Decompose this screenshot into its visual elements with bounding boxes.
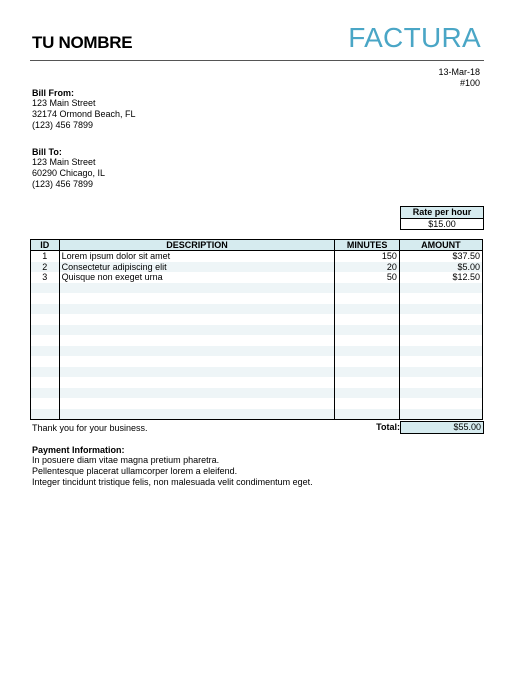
cell-minutes[interactable] bbox=[335, 388, 400, 399]
cell-description[interactable] bbox=[59, 314, 335, 325]
payment-label: Payment Information: bbox=[32, 445, 125, 455]
cell-amount[interactable] bbox=[399, 356, 482, 367]
cell-amount[interactable]: $5.00 bbox=[399, 262, 482, 273]
payment-line: In posuere diam vitae magna pretium pharetra. bbox=[32, 455, 220, 465]
cell-description[interactable] bbox=[59, 335, 335, 346]
cell-amount[interactable] bbox=[399, 283, 482, 294]
empty-table-row bbox=[31, 398, 483, 409]
cell-description[interactable] bbox=[59, 304, 335, 315]
bill-to-block bbox=[32, 147, 105, 190]
cell-minutes[interactable] bbox=[335, 346, 400, 357]
empty-table-row bbox=[31, 335, 483, 346]
cell-amount[interactable] bbox=[399, 304, 482, 315]
cell-amount[interactable] bbox=[399, 409, 482, 420]
cell-description[interactable] bbox=[59, 346, 335, 357]
cell-description[interactable] bbox=[59, 367, 335, 378]
cell-id[interactable] bbox=[31, 304, 60, 315]
cell-amount[interactable] bbox=[399, 398, 482, 409]
bill-to-phone: (123) 456 7899 bbox=[32, 179, 94, 189]
bill-from-block bbox=[32, 88, 136, 131]
empty-table-row bbox=[31, 304, 483, 315]
cell-amount[interactable] bbox=[399, 325, 482, 336]
cell-id[interactable] bbox=[31, 388, 60, 399]
cell-id[interactable] bbox=[31, 314, 60, 325]
cell-minutes[interactable] bbox=[335, 398, 400, 409]
cell-amount[interactable] bbox=[399, 314, 482, 325]
thank-you-note: Thank you for your business. bbox=[32, 423, 148, 433]
table-row bbox=[31, 272, 483, 283]
cell-minutes[interactable] bbox=[335, 356, 400, 367]
cell-description[interactable] bbox=[59, 293, 335, 304]
document-title: FACTURA bbox=[348, 22, 481, 53]
cell-amount[interactable]: $12.50 bbox=[399, 272, 482, 283]
cell-description[interactable] bbox=[59, 283, 335, 294]
cell-id[interactable] bbox=[31, 356, 60, 367]
cell-id[interactable] bbox=[31, 398, 60, 409]
table-row bbox=[31, 262, 483, 273]
cell-minutes[interactable] bbox=[335, 293, 400, 304]
bill-from-city: 32174 Ormond Beach, FL bbox=[32, 109, 136, 119]
total-label: Total: bbox=[376, 422, 400, 432]
cell-amount[interactable] bbox=[399, 388, 482, 399]
cell-description[interactable] bbox=[59, 388, 335, 399]
cell-amount[interactable] bbox=[399, 367, 482, 378]
invoice-number: #100 bbox=[459, 78, 480, 88]
bill-to-city: 60290 Chicago, IL bbox=[32, 168, 106, 178]
cell-id[interactable] bbox=[31, 283, 60, 294]
empty-table-row bbox=[31, 325, 483, 336]
cell-amount[interactable] bbox=[399, 346, 482, 357]
cell-minutes[interactable]: 50 bbox=[335, 272, 400, 283]
col-id: ID bbox=[31, 240, 60, 251]
cell-id[interactable] bbox=[31, 377, 60, 388]
cell-id[interactable] bbox=[31, 367, 60, 378]
total-value[interactable]: $55.00 bbox=[400, 421, 484, 434]
bill-to-street: 123 Main Street bbox=[32, 157, 96, 167]
cell-minutes[interactable] bbox=[335, 367, 400, 378]
cell-description[interactable]: Quisque non exeget urna bbox=[59, 272, 335, 283]
cell-description[interactable] bbox=[59, 325, 335, 336]
cell-minutes[interactable] bbox=[335, 335, 400, 346]
cell-minutes[interactable] bbox=[335, 377, 400, 388]
header-divider bbox=[30, 60, 484, 61]
empty-table-row bbox=[31, 409, 483, 420]
cell-minutes[interactable]: 20 bbox=[335, 262, 400, 273]
company-name: TU NOMBRE bbox=[32, 33, 133, 52]
cell-amount[interactable] bbox=[399, 377, 482, 388]
bill-to-label: Bill To: bbox=[32, 147, 62, 157]
empty-table-row bbox=[31, 367, 483, 378]
invoice-date: 13-Mar-18 bbox=[438, 67, 480, 77]
col-minutes: MINUTES bbox=[335, 240, 400, 251]
cell-id[interactable] bbox=[31, 335, 60, 346]
cell-amount[interactable] bbox=[399, 335, 482, 346]
empty-table-row bbox=[31, 377, 483, 388]
cell-description[interactable] bbox=[59, 409, 335, 420]
cell-description[interactable]: Lorem ipsum dolor sit amet bbox=[59, 251, 335, 262]
rate-box bbox=[400, 206, 484, 230]
rate-label: Rate per hour bbox=[401, 207, 483, 219]
cell-minutes[interactable] bbox=[335, 325, 400, 336]
items-header-row bbox=[31, 240, 483, 251]
empty-table-row bbox=[31, 314, 483, 325]
cell-id[interactable]: 2 bbox=[31, 262, 60, 273]
payment-info bbox=[32, 445, 313, 488]
empty-table-row bbox=[31, 283, 483, 294]
cell-minutes[interactable] bbox=[335, 314, 400, 325]
cell-amount[interactable] bbox=[399, 293, 482, 304]
cell-description[interactable] bbox=[59, 356, 335, 367]
cell-minutes[interactable] bbox=[335, 304, 400, 315]
cell-id[interactable] bbox=[31, 325, 60, 336]
items-table bbox=[30, 239, 483, 420]
bill-from-street: 123 Main Street bbox=[32, 98, 96, 108]
cell-id[interactable] bbox=[31, 346, 60, 357]
cell-minutes[interactable] bbox=[335, 283, 400, 294]
payment-line: Integer tincidunt tristique felis, non malesuada velit condimentum eget. bbox=[32, 477, 313, 487]
payment-line: Pellentesque placerat ullamcorper lorem a eleifend. bbox=[32, 466, 238, 476]
empty-table-row bbox=[31, 293, 483, 304]
cell-description[interactable] bbox=[59, 398, 335, 409]
cell-minutes[interactable] bbox=[335, 409, 400, 420]
bill-from-phone: (123) 456 7899 bbox=[32, 120, 94, 130]
cell-id[interactable]: 1 bbox=[31, 251, 60, 262]
cell-id[interactable] bbox=[31, 409, 60, 420]
empty-table-row bbox=[31, 388, 483, 399]
cell-amount[interactable]: $37.50 bbox=[399, 251, 482, 262]
cell-description[interactable] bbox=[59, 377, 335, 388]
cell-id[interactable]: 3 bbox=[31, 272, 60, 283]
bill-from-label: Bill From: bbox=[32, 88, 74, 98]
col-description: DESCRIPTION bbox=[59, 240, 335, 251]
rate-value[interactable]: $15.00 bbox=[401, 219, 483, 229]
empty-table-row bbox=[31, 356, 483, 367]
table-row bbox=[31, 251, 483, 262]
empty-table-row bbox=[31, 346, 483, 357]
cell-minutes[interactable]: 150 bbox=[335, 251, 400, 262]
cell-description[interactable]: Consectetur adipiscing elit bbox=[59, 262, 335, 273]
cell-id[interactable] bbox=[31, 293, 60, 304]
col-amount: AMOUNT bbox=[399, 240, 482, 251]
